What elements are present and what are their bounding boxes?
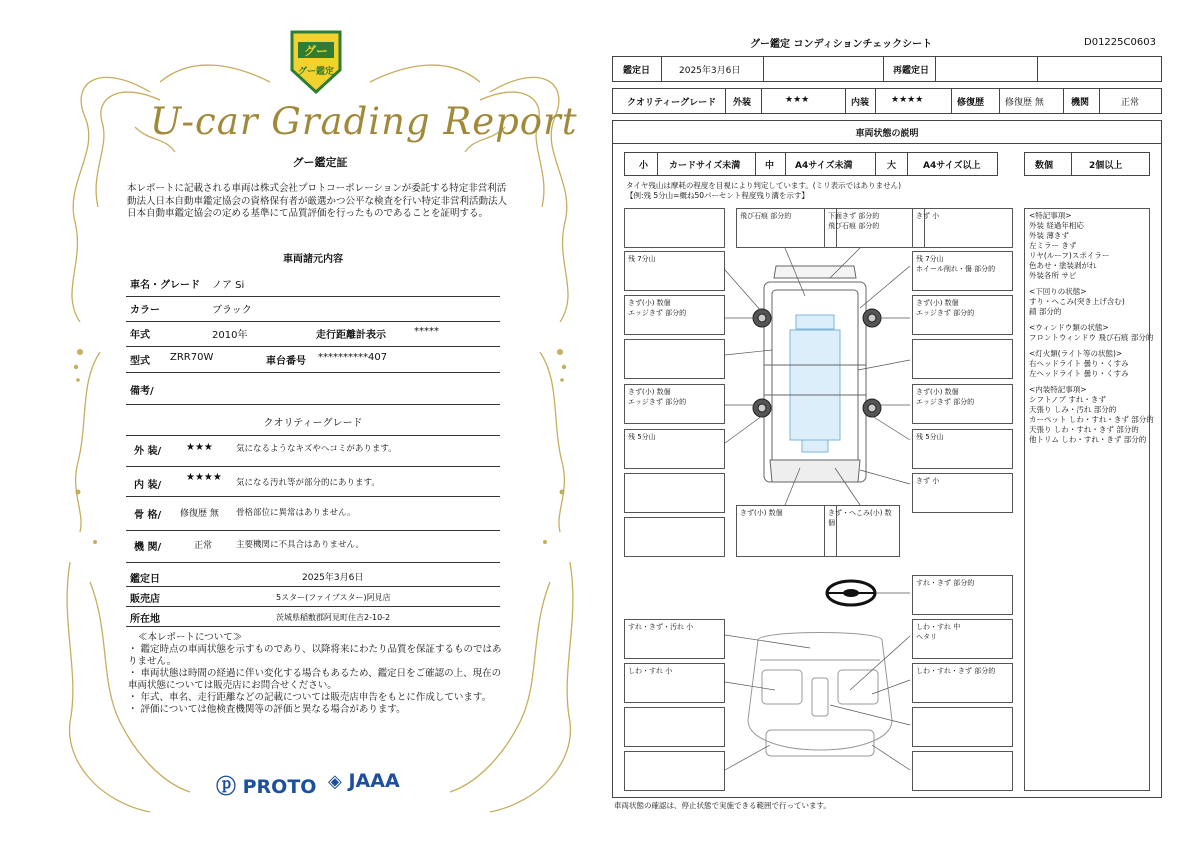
info-row-date xyxy=(126,570,500,587)
note-item: ・ 鑑定時点の車両状態を示すものであり、以降将来にわたり品質を保証するものではありません。 xyxy=(128,644,502,667)
note-line: 外装各所 サビ xyxy=(1029,271,1077,280)
svg-text:グー: グー xyxy=(303,44,329,58)
size-small-desc: カードサイズ未満 xyxy=(669,161,741,171)
note-line: カーペット しわ・すれ・きず 部分的 xyxy=(1029,415,1154,424)
note-line: 錆 部分的 xyxy=(1029,307,1062,316)
year-label: 年式 xyxy=(130,330,150,341)
report-notes xyxy=(128,632,508,716)
spec-section-title: 車両諸元内容 xyxy=(283,254,343,265)
part-box: 残 7分山 ホイール削れ・傷 部分的 xyxy=(912,251,1013,291)
engine-value: 正常 xyxy=(194,541,213,551)
proto-logo-text: PROTO xyxy=(242,776,317,798)
grade-row-frame xyxy=(126,506,500,531)
note-item: ・ 年式、車名、走行距離などの記載については販売店申告をもとに作成しています。 xyxy=(128,692,492,703)
part-box: 残 5分山 xyxy=(624,429,725,469)
year-value: 2010年 xyxy=(212,330,248,341)
spec-row-remarks xyxy=(126,378,500,405)
date-label: 鑑定日 xyxy=(130,574,160,585)
count-desc: 2個以上 xyxy=(1089,161,1123,171)
size-mid-desc: A4サイズ未満 xyxy=(795,161,853,171)
tire-example: 【例:残 5分山=概ね50パーセント程度残り溝を示す】 xyxy=(626,191,809,200)
size-small-label: 小 xyxy=(639,161,649,171)
dealer-value: 5スター(ファイブスター)阿見店 xyxy=(276,593,391,602)
certificate-intro: 本レポートに記載される車両は株式会社プロトコーポレーションが委託する特定非営利活動法人日本自動車鑑定協会の資格保有者が厳選かつ公平な検査を行い特定非営利活動法人日本自動車鑑定協会の定める基準にて品質評価を行ったものであることを証明する。 xyxy=(127,183,508,219)
part-box: きず(小) 数個 エッジきず 部分的 xyxy=(624,384,725,424)
grade-row-exterior xyxy=(126,442,500,467)
sheet-repair-label: 修復歴 xyxy=(957,98,985,108)
jaaa-logo-text: JAAA xyxy=(348,770,400,792)
part-box: しわ・すれ・きず 部分的 xyxy=(912,663,1013,703)
sheet-date-value: 2025年3月6日 xyxy=(679,66,741,76)
part-box xyxy=(624,473,725,513)
note-line: 外装 薄きず xyxy=(1029,231,1069,240)
sheet-footer: 車両状態の確認は、停止状態で実施できる範囲で行っています。 xyxy=(614,801,831,810)
part-box xyxy=(624,339,725,379)
color-value: ブラック xyxy=(212,305,252,316)
note-line: <内装特記事項> xyxy=(1029,385,1087,394)
date-value: 2025年3月6日 xyxy=(302,573,364,583)
spec-row-color xyxy=(126,301,500,322)
note-item: ・ 車両状態は時間の経過に伴い変化する場合もあるため、鑑定日をご確認の上、現在の車両状態については販売店にお問合せください。 xyxy=(128,668,502,691)
note-line: 左ヘッドライト 曇り・くすみ xyxy=(1029,369,1129,378)
proto-mark-icon: ⓟ xyxy=(216,774,236,798)
note-item: ・ 評価については他検査機関等の評価と異なる場合があります。 xyxy=(128,704,406,715)
remarks-label: 備考/ xyxy=(130,386,154,397)
note-line: <下回りの状態> xyxy=(1029,287,1087,296)
note-line: 色あせ・塗装剥がれ xyxy=(1029,261,1097,270)
sheet-engine-label: 機関 xyxy=(1071,98,1090,108)
part-box xyxy=(912,751,1013,791)
note-line: シフトノブ すれ・きず xyxy=(1029,395,1106,404)
note-line: 左ミラー きず xyxy=(1029,241,1077,250)
grading-certificate xyxy=(40,22,600,828)
note-line: <特記事項> xyxy=(1029,211,1072,220)
steering-wheel-icon xyxy=(827,581,875,605)
note-line: 天張り しわ・すれ・きず 部分的 xyxy=(1029,425,1139,434)
sheet-quality-label: クオリティーグレード xyxy=(627,98,717,108)
engine-label: 機 関/ xyxy=(134,542,162,553)
part-box xyxy=(624,208,725,248)
note-line: 右ヘッドライト 曇り・くすみ xyxy=(1029,359,1129,368)
part-box: きず 小 xyxy=(912,473,1013,513)
note-line: すり・へこみ(突き上げ含む) xyxy=(1029,297,1125,306)
sheet-repair-value: 修復歴 無 xyxy=(1005,98,1044,108)
size-legend xyxy=(624,152,998,176)
script-title: U-car Grading Report xyxy=(150,100,578,143)
part-box: きず(小) 数個 エッジきず 部分的 xyxy=(624,295,725,335)
info-row-dealer xyxy=(126,590,500,607)
grade-row-interior xyxy=(126,472,500,497)
sheet-exterior-stars: ★★★ xyxy=(785,95,810,105)
quality-divider xyxy=(126,434,500,436)
note-line: 外装 経過年相応 xyxy=(1029,221,1084,230)
grade-row-engine xyxy=(126,538,500,563)
quality-section-title: クオリティーグレード xyxy=(263,418,363,429)
certificate-title: グー鑑定証 xyxy=(292,156,348,169)
notes-title: ≪本レポートについて≫ xyxy=(138,632,243,643)
mileage-label: 走行距離計表示 xyxy=(316,330,386,341)
mileage-value: ***** xyxy=(414,326,439,337)
part-box: 残 7分山 xyxy=(624,251,725,291)
part-box: きず(小) 数個 エッジきず 部分的 xyxy=(912,295,1013,335)
model-label: 型式 xyxy=(130,356,150,367)
sheet-engine-value: 正常 xyxy=(1121,98,1140,108)
color-label: カラー xyxy=(130,305,160,316)
jaaa-logo xyxy=(328,770,400,792)
name-value: ノア Si xyxy=(212,280,245,291)
svg-text:グー鑑定: グー鑑定 xyxy=(297,67,335,77)
note-line: リヤ(ルーフ)スポイラー xyxy=(1029,251,1110,260)
size-mid-label: 中 xyxy=(765,161,775,171)
note-line: <灯火類(ライト等の状態)> xyxy=(1029,349,1123,358)
date-row xyxy=(612,56,1162,82)
part-box xyxy=(624,707,725,747)
chassis-value: **********407 xyxy=(318,352,388,363)
frame-label: 骨 格/ xyxy=(134,510,162,521)
count-label: 数個 xyxy=(1035,161,1054,171)
spec-row-year xyxy=(126,326,500,347)
info-row-address xyxy=(126,610,500,627)
part-box: 残 5分山 xyxy=(912,429,1013,469)
engine-text: 主要機関に不具合はありません。 xyxy=(236,540,365,550)
name-label: 車名・グレード xyxy=(130,280,200,291)
special-notes xyxy=(1024,208,1154,791)
condition-title: 車両状態の説明 xyxy=(855,129,919,139)
part-box: 下面きず 部分的 飛び石痕 部分的 xyxy=(824,208,925,248)
address-value: 茨城県稲敷郡阿見町住吉2-10-2 xyxy=(276,613,391,622)
part-box: しわ・すれ 小 xyxy=(624,663,725,703)
note-line: <ウィンドウ類の状態> xyxy=(1029,323,1109,332)
part-box: しわ・すれ 中 ヘタリ xyxy=(912,619,1013,659)
tire-note: タイヤ残山は摩耗の程度を目視により判定しています。(ミリ表示ではありません) xyxy=(626,181,902,190)
model-value: ZRR70W xyxy=(170,352,214,363)
note-line: 他トリム しわ・すれ・きず 部分的 xyxy=(1029,435,1147,444)
chassis-label: 車台番号 xyxy=(266,356,306,367)
part-box xyxy=(624,517,725,557)
part-box: きず・へこみ(小) 数個 xyxy=(824,505,900,557)
part-box xyxy=(624,751,725,791)
sheet-exterior-label: 外装 xyxy=(733,98,752,108)
proto-logo xyxy=(216,770,316,799)
interior-label: 内 装/ xyxy=(134,480,162,491)
part-box: きず 小 xyxy=(912,208,1013,248)
sheet-interior-stars: ★★★★ xyxy=(891,95,924,105)
exterior-stars: ★★★ xyxy=(186,442,213,453)
size-large-desc: A4サイズ以上 xyxy=(923,161,981,171)
frame-value: 修復歴 無 xyxy=(180,509,219,519)
sheet-date-label: 鑑定日 xyxy=(623,66,651,76)
part-box: すれ・きず 部分的 xyxy=(912,575,1013,615)
part-box: すれ・きず・汚れ 小 xyxy=(624,619,725,659)
size-large-label: 大 xyxy=(887,161,897,171)
part-box xyxy=(912,339,1013,379)
frame-text: 骨格部位に異常はありません。 xyxy=(236,508,356,518)
dealer-label: 販売店 xyxy=(130,594,160,605)
part-box: きず(小) 数個 xyxy=(736,505,837,557)
sheet-title: グー鑑定 コンディションチェックシート xyxy=(750,39,933,50)
grade-row xyxy=(612,88,1162,114)
part-box: きず(小) 数個 エッジきず 部分的 xyxy=(912,384,1013,424)
address-label: 所在地 xyxy=(130,614,160,625)
document-id: D01225C0603 xyxy=(1084,37,1156,48)
spec-row-model xyxy=(126,352,500,373)
interior-stars: ★★★★ xyxy=(186,472,222,483)
jaaa-mark-icon: ◈ xyxy=(328,771,342,792)
count-legend xyxy=(1024,152,1150,176)
spec-row-name xyxy=(126,276,500,297)
exterior-text: 気になるようなキズやヘコミがあります。 xyxy=(236,444,397,454)
sheet-interior-label: 内装 xyxy=(851,98,870,108)
note-line: フロントウィンドウ 飛び石痕 部分的 xyxy=(1029,333,1154,342)
reinspect-label: 再鑑定日 xyxy=(893,66,930,76)
part-box: 飛び石痕 部分的 xyxy=(736,208,837,248)
interior-text: 気になる汚れ等が部分的にあります。 xyxy=(236,478,380,488)
goo-appraisal-emblem xyxy=(286,30,346,94)
note-line: 天張り しみ・汚れ 部分的 xyxy=(1029,405,1117,414)
part-box xyxy=(912,707,1013,747)
exterior-label: 外 装/ xyxy=(134,446,162,457)
